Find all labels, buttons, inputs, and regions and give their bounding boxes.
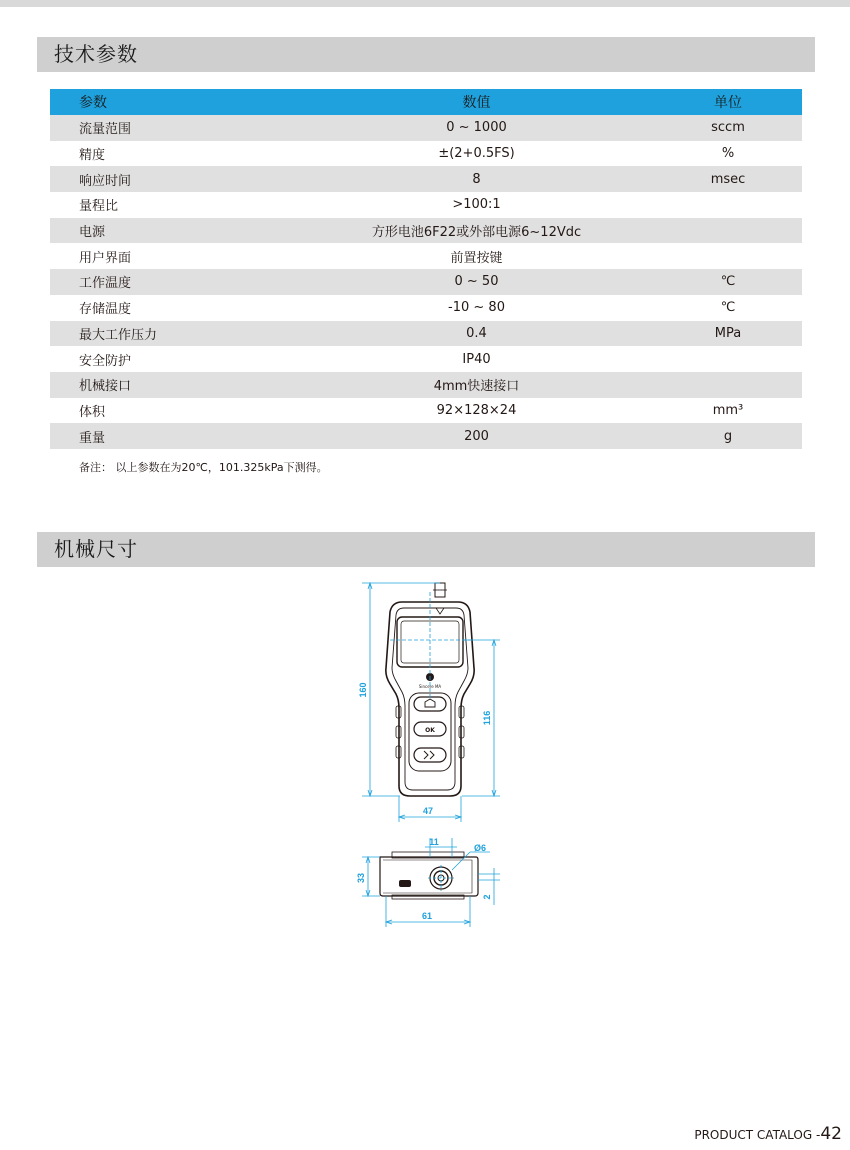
page-footer xyxy=(694,1124,842,1144)
unit-cell: % xyxy=(674,141,802,167)
value-cell: 92×128×24 xyxy=(279,398,674,424)
dim-inner-116: 116 xyxy=(482,710,492,726)
ok-button-label: OK xyxy=(425,727,435,734)
unit-cell: ℃ xyxy=(674,295,802,321)
value-cell: 前置按键 xyxy=(279,243,674,269)
page-number: 42 xyxy=(820,1124,842,1144)
value-cell: 方形电池6F22或外部电源6~12Vdc xyxy=(279,218,674,244)
logo-text: Sincere MA xyxy=(418,684,442,689)
bottom-outline xyxy=(380,857,478,896)
value-cell: 200 xyxy=(279,423,674,449)
value-cell: 0.4 xyxy=(279,321,674,347)
value-cell: 4mm快速接口 xyxy=(279,372,674,398)
param-cell: 存储温度 xyxy=(50,295,279,321)
value-cell: >100:1 xyxy=(279,192,674,218)
param-cell: 用户界面 xyxy=(50,243,279,269)
param-cell: 工作温度 xyxy=(50,269,279,295)
front-view xyxy=(386,583,474,796)
header-param: 参数 xyxy=(50,89,279,115)
param-cell: 最大工作压力 xyxy=(50,321,279,347)
dim-offset-2: 2 xyxy=(482,894,492,900)
param-cell: 电源 xyxy=(50,218,279,244)
footer-label: PRODUCT CATALOG xyxy=(694,1128,813,1142)
dim-width-47: 47 xyxy=(422,806,434,816)
unit-cell: g xyxy=(674,423,802,449)
value-cell: 0 ~ 1000 xyxy=(279,115,674,141)
param-cell: 流量范围 xyxy=(50,115,279,141)
value-cell: -10 ~ 80 xyxy=(279,295,674,321)
param-cell: 安全防护 xyxy=(50,346,279,372)
unit-cell: MPa xyxy=(674,321,802,347)
front-dimensions xyxy=(358,583,500,822)
header-unit: 单位 xyxy=(674,89,802,115)
section-title-mech: 机械尺寸 xyxy=(37,532,815,567)
param-cell: 机械接口 xyxy=(50,372,279,398)
dim-diameter-6: Ø6 xyxy=(473,843,487,853)
value-cell: IP40 xyxy=(279,346,674,372)
unit-cell: msec xyxy=(674,166,802,192)
unit-cell: mm³ xyxy=(674,398,802,424)
double-chevron-icon xyxy=(424,751,434,759)
next-button xyxy=(414,748,446,762)
param-cell: 重量 xyxy=(50,423,279,449)
value-cell: 0 ~ 50 xyxy=(279,269,674,295)
unit-cell: ℃ xyxy=(674,269,802,295)
dim-top-11: 11 xyxy=(429,837,439,847)
param-cell: 精度 xyxy=(50,141,279,167)
value-cell: 8 xyxy=(279,166,674,192)
battery-slot xyxy=(399,880,411,887)
unit-cell: sccm xyxy=(674,115,802,141)
section-title-tech: 技术参数 xyxy=(37,37,815,72)
footer-separator: - xyxy=(816,1128,821,1142)
dim-depth-33: 33 xyxy=(356,872,366,884)
dim-bottom-width-61: 61 xyxy=(421,911,433,921)
table-note: 备注： 以上参数在为20℃，101.325kPa下测得。 xyxy=(79,461,328,474)
value-cell: ±(2+0.5FS) xyxy=(279,141,674,167)
home-icon xyxy=(425,699,435,707)
dim-height-160: 160 xyxy=(358,682,368,698)
param-cell: 量程比 xyxy=(50,192,279,218)
param-cell: 体积 xyxy=(50,398,279,424)
header-value: 数值 xyxy=(279,89,674,115)
param-cell: 响应时间 xyxy=(50,166,279,192)
